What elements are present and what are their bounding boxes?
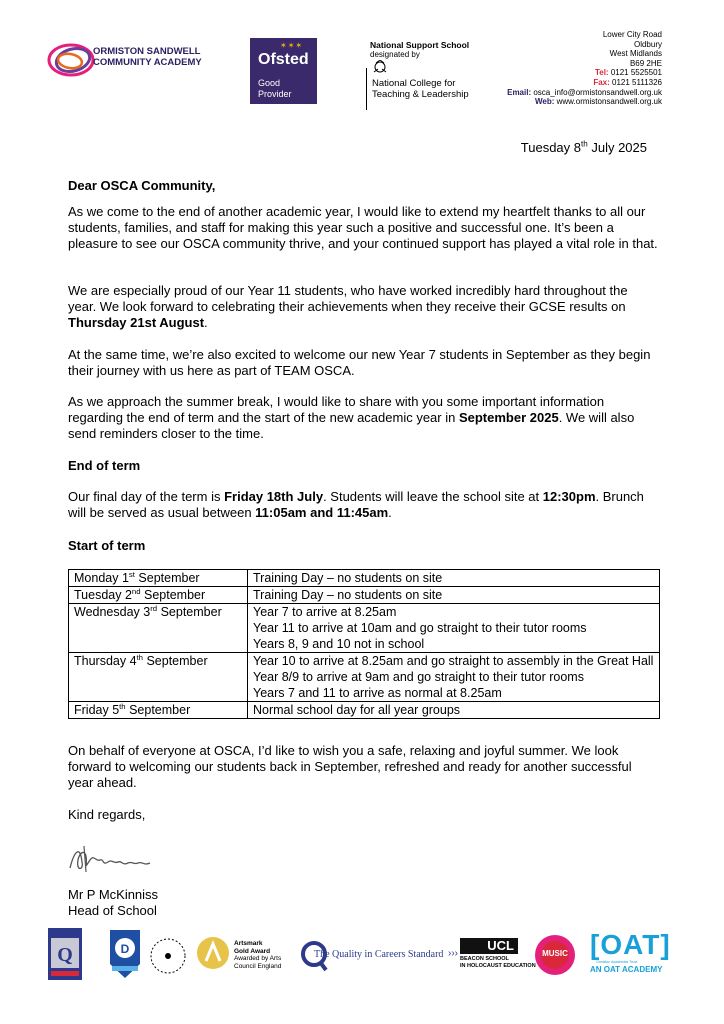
school-name-line2: COMMUNITY ACADEMY xyxy=(93,57,202,68)
day-text: Tuesday 2 xyxy=(74,588,132,602)
artsmark-line3: Awarded by Arts xyxy=(234,955,282,962)
paragraph-closing-text: On behalf of everyone at OSCA, I’d like to wish you a safe, relaxing and joyful summer. We look forward to welcoming our students back in September, refreshed and ready for another successful year ahead. xyxy=(68,743,632,790)
paragraph-year7-text: At the same time, we’re also excited to welcome our new Year 7 students in September as they begin their journey with us here as part of TEAM OSCA. xyxy=(68,347,651,378)
table-day-cell xyxy=(69,604,248,653)
ofsted-rating xyxy=(258,78,292,100)
school-name-line1: ORMISTON SANDWELL xyxy=(93,46,201,57)
fax-value: 0121 5111326 xyxy=(612,77,662,87)
paragraph-closing xyxy=(68,743,658,791)
detail-line: Year 11 to arrive at 10am and go straight to their tutor rooms xyxy=(253,621,587,635)
p5-text-a: Our final day of the term is xyxy=(68,489,225,504)
music-mark-text: MUSIC xyxy=(542,949,568,958)
salutation: Dear OSCA Community, xyxy=(68,178,216,193)
day-text: Monday 1 xyxy=(74,571,129,585)
ofsted-title: Ofsted xyxy=(258,51,309,68)
day-text: Wednesday 3 xyxy=(74,605,151,619)
ofsted-badge xyxy=(250,38,317,104)
music-mark-logo xyxy=(534,934,576,976)
signer-name: Mr P McKinniss xyxy=(68,887,159,902)
paragraph-summer-break xyxy=(68,394,658,442)
heading-start-of-term: Start of term xyxy=(68,538,146,553)
heading-end-of-term: End of term xyxy=(68,458,141,473)
paragraph-year11 xyxy=(68,283,658,331)
day-month: September xyxy=(143,654,208,668)
award-shield-icon xyxy=(108,928,142,980)
detail-line: Year 10 to arrive at 8.25am and go straight to assembly in the Great Hall xyxy=(253,654,654,668)
paragraph-end-of-term xyxy=(68,489,658,521)
nctl-line2: Teaching & Leadership xyxy=(372,89,469,100)
svg-text:D: D xyxy=(120,942,130,956)
day-text: Friday 5 xyxy=(74,703,120,717)
table-day-cell xyxy=(69,702,248,719)
ucl-beacon-logo xyxy=(460,938,536,974)
nss-divider xyxy=(366,68,367,110)
ucl-wordmark: UCL xyxy=(460,938,518,954)
email-line xyxy=(507,88,662,98)
date-day: Tuesday 8 xyxy=(520,140,582,155)
detail-line: Training Day – no students on site xyxy=(253,571,443,585)
p5-text-e: . Brunch will be served as usual between xyxy=(68,489,644,520)
day-month: September xyxy=(157,605,222,619)
signatory xyxy=(68,887,658,919)
day-suffix: nd xyxy=(131,586,141,596)
paragraph-thanks xyxy=(68,204,658,252)
oat-trust-text: Ormiston Academies Trust xyxy=(596,960,638,964)
quality-mark-icon xyxy=(48,928,82,980)
start-of-term-table xyxy=(68,569,660,719)
nss-title: National Support School xyxy=(370,40,470,50)
day-month: September xyxy=(134,571,200,585)
table-day-cell xyxy=(69,570,248,587)
nctl-name xyxy=(372,78,469,100)
award-badge-logo xyxy=(108,928,142,980)
quality-careers-logo xyxy=(300,938,460,974)
oat-logo xyxy=(590,930,680,984)
artsmark-logo xyxy=(196,936,230,970)
nss-subtitle: designated by xyxy=(370,50,420,59)
tel-label: Tel: xyxy=(594,68,609,78)
fax-line xyxy=(507,78,662,88)
detail-line: Year 7 to arrive at 8.25am xyxy=(253,605,397,619)
detail-line: Years 8, 9 and 10 not in school xyxy=(253,637,425,651)
artsmark-line2: Gold Award xyxy=(234,947,271,955)
detail-line: Years 7 and 11 to arrive as normal at 8.25am xyxy=(253,686,502,700)
table-row xyxy=(69,653,660,702)
school-name xyxy=(93,46,202,68)
signature xyxy=(66,832,186,882)
web-label: Web: xyxy=(534,97,555,107)
arts-council-icon xyxy=(148,936,188,976)
oat-wordmark: [OAT] xyxy=(590,929,671,960)
p5-text-g: . xyxy=(388,505,392,520)
brunch-time: 11:05am and 11:45am xyxy=(255,505,389,520)
table-row xyxy=(69,587,660,604)
artsmark-text xyxy=(234,940,281,970)
table-row xyxy=(69,702,660,719)
quality-careers-text: The Quality in Careers Standard xyxy=(314,949,444,960)
royal-crest-icon xyxy=(372,60,388,74)
address-line: B69 2HE xyxy=(629,58,662,68)
artsmark-icon xyxy=(196,936,230,970)
address-line: Lower City Road xyxy=(602,30,662,39)
detail-line: Normal school day for all year groups xyxy=(253,703,461,717)
chevrons-icon: ››› xyxy=(448,948,458,959)
beacon-line1: BEACON SCHOOL xyxy=(460,956,509,962)
day-month: September xyxy=(125,703,191,717)
paragraph-year7 xyxy=(68,347,658,379)
table-detail-cell xyxy=(248,702,660,719)
table-detail-cell xyxy=(248,604,660,653)
ofsted-stars-icon: ✶✶✶ xyxy=(280,41,304,50)
date-suffix: th xyxy=(581,139,588,149)
kind-regards: Kind regards, xyxy=(68,807,146,822)
new-year-date: September 2025 xyxy=(458,410,559,425)
web-link[interactable]: www.ormistonsandwell.org.uk xyxy=(556,97,662,107)
table-day-cell xyxy=(69,653,248,702)
address-line: West Midlands xyxy=(609,49,662,59)
oat-subtitle: AN OAT ACADEMY xyxy=(590,965,663,974)
table-row xyxy=(69,570,660,587)
day-suffix: rd xyxy=(150,603,158,613)
p2-text-c: . xyxy=(204,315,208,330)
artsmark-line4: Council England xyxy=(234,962,282,970)
day-suffix: st xyxy=(128,569,135,579)
detail-line: Training Day – no students on site xyxy=(253,588,443,602)
ofsted-rating-line2: Provider xyxy=(258,89,292,99)
web-line xyxy=(507,97,662,107)
table-detail-cell xyxy=(248,587,660,604)
paragraph-thanks-text: As we come to the end of another academic year, I would like to extend my heartfelt thanks to all our students, families, and staff for making this year such a positive and successful one. It’s been a pleasure to see our OSCA community thrive, and your continued support has played a vital role in that. xyxy=(68,204,658,251)
school-logo xyxy=(46,38,96,82)
table-row xyxy=(69,604,660,653)
svg-text:Q: Q xyxy=(57,944,73,966)
address-line: Oldbury xyxy=(633,39,662,49)
p4-text-a: As we approach the summer break, I would like to share with you some important information regarding the end of term and the start of the new academic year in xyxy=(68,394,605,425)
table-detail-cell xyxy=(248,653,660,702)
last-day-date: Friday 18th July xyxy=(224,489,324,504)
email-label: Email: xyxy=(507,87,532,97)
letter-date xyxy=(521,140,647,155)
p4-text-c: . We will also send reminders closer to the time. xyxy=(68,410,635,441)
beacon-text xyxy=(460,956,536,969)
table-detail-cell xyxy=(248,570,660,587)
arts-council-logo xyxy=(148,936,188,976)
detail-line: Year 8/9 to arrive at 9am and go straight to their tutor rooms xyxy=(253,670,584,684)
school-logo-swirl-icon xyxy=(46,38,96,82)
p5-text-c: . Students will leave the school site at xyxy=(323,489,543,504)
tel-line xyxy=(507,68,662,78)
national-support-school xyxy=(370,41,469,59)
artsmark-line1: Artsmark xyxy=(234,940,263,947)
ofsted-rating-line1: Good xyxy=(258,78,281,88)
email-link[interactable]: osca_info@ormistonsandwell.org.uk xyxy=(533,87,662,97)
footer-logos xyxy=(48,926,678,984)
beacon-line2: IN HOLOCAUST EDUCATION xyxy=(460,962,536,969)
table-day-cell xyxy=(69,587,248,604)
day-month: September xyxy=(140,588,206,602)
signer-title: Head of School xyxy=(68,903,157,918)
day-text: Thursday 4 xyxy=(74,654,137,668)
leave-time: 12:30pm xyxy=(542,489,596,504)
date-month-year: July 2025 xyxy=(587,140,647,155)
fax-label: Fax: xyxy=(593,77,610,87)
day-suffix: th xyxy=(119,701,126,711)
school-address xyxy=(507,30,662,107)
p2-text-a: We are especially proud of our Year 11 students, who have worked incredibly hard throughout the year. We look forward to celebrating their achievements when they receive their GCSE results on xyxy=(68,283,628,314)
gcse-results-date: Thursday 21st August xyxy=(68,315,205,330)
day-suffix: th xyxy=(136,652,143,662)
nctl-line1: National College for xyxy=(372,78,456,89)
tel-value: 0121 5525501 xyxy=(610,68,662,78)
quality-mark-logo xyxy=(48,928,82,980)
